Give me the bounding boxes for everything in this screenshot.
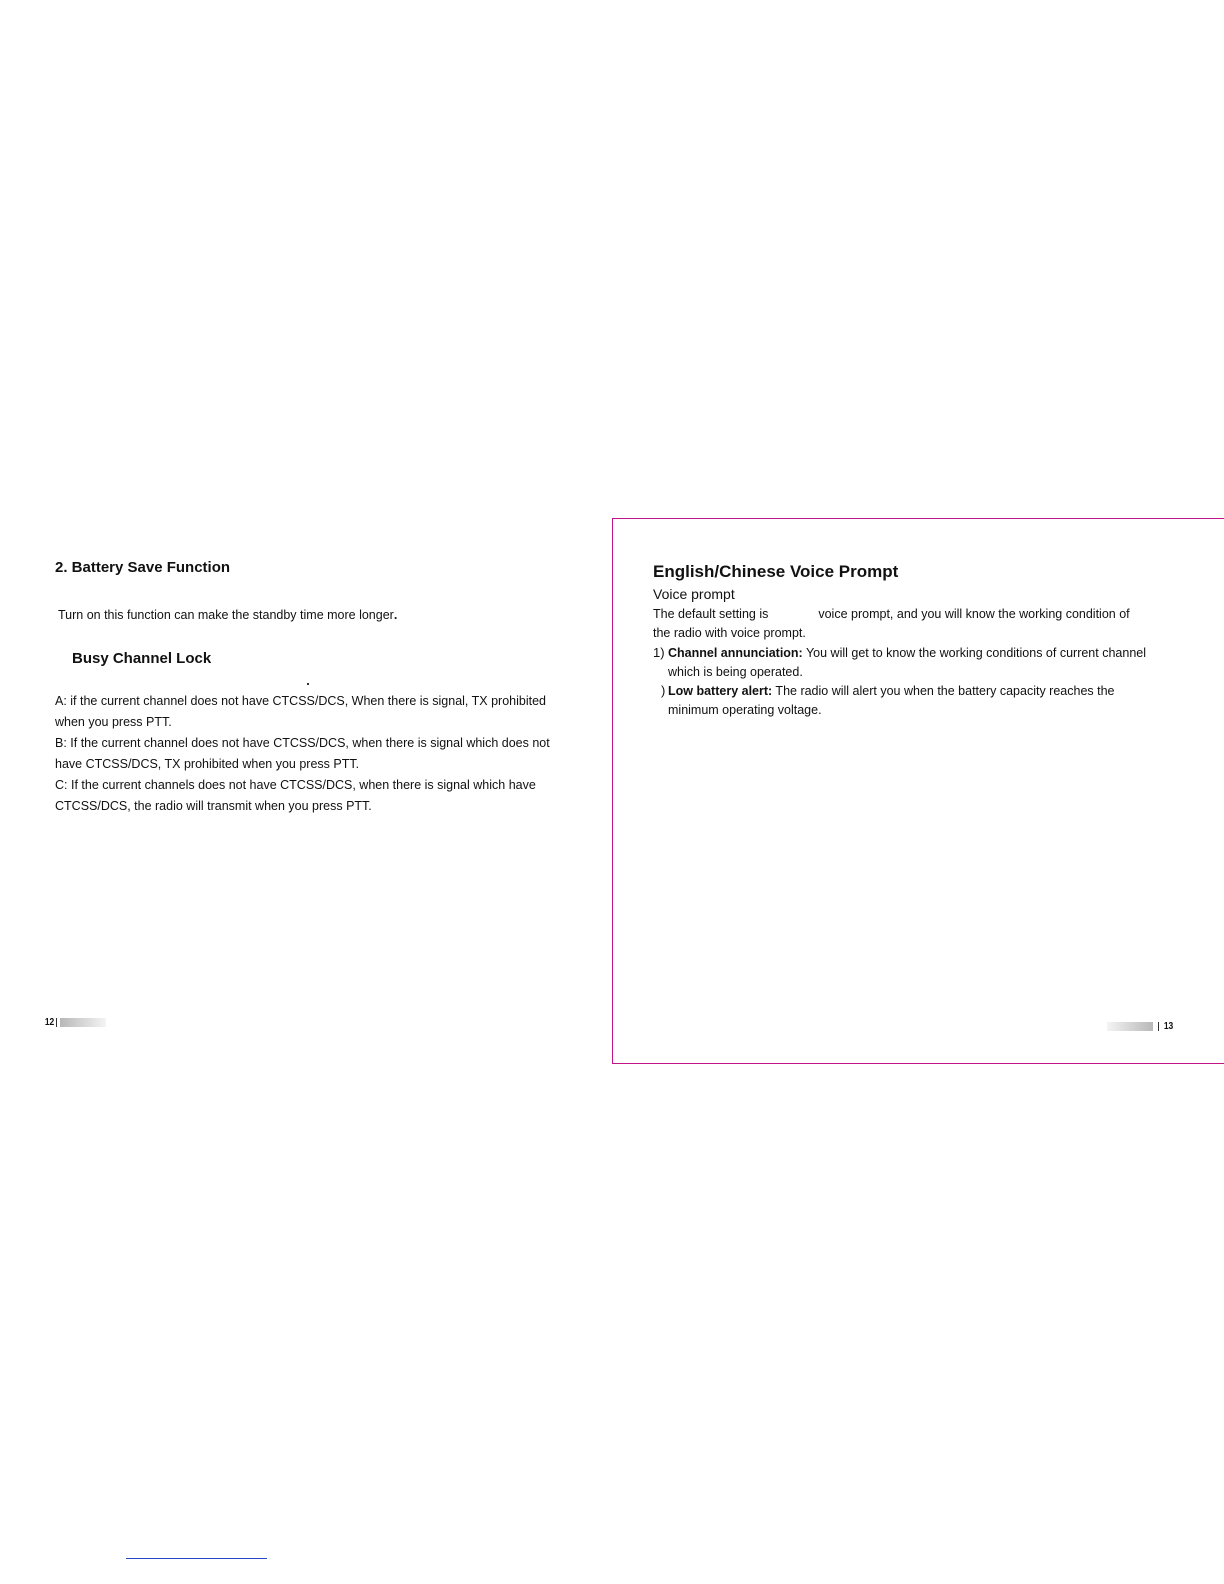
voice-desc-rest: voice prompt, and you will know the working condition of	[818, 607, 1130, 621]
page-number-left: 12	[44, 1017, 55, 1028]
busy-item-c	[55, 775, 575, 817]
item1-text: You will get to know the working conditions of current channel	[802, 646, 1146, 660]
left-page	[0, 515, 612, 1063]
busy-item-b-line2: have CTCSS/DCS, TX prohibited when you press PTT.	[55, 757, 360, 771]
right-page-frame	[612, 518, 1224, 1064]
page-number-divider-left	[56, 1018, 57, 1027]
stray-dot	[307, 683, 309, 685]
item2-continuation: minimum operating voltage.	[668, 703, 822, 717]
item1-continuation: which is being operated.	[668, 665, 803, 679]
item1-marker: 1)	[653, 645, 665, 660]
busy-channel-list	[55, 691, 575, 817]
page-tab-bar-left	[60, 1018, 106, 1027]
channel-annunciation-item	[653, 643, 1173, 682]
busy-channel-lock-heading: Busy Channel Lock	[72, 650, 212, 667]
battery-save-description	[58, 605, 397, 626]
battery-desc-period: .	[393, 608, 398, 622]
page-tab-bar-right	[1107, 1022, 1153, 1031]
battery-desc-text: Turn on this function can make the standby time more longer	[58, 608, 394, 622]
voice-desc-line2: the radio with voice prompt.	[653, 626, 806, 640]
low-battery-alert-item	[661, 681, 1173, 720]
busy-item-a-line1: A: if the current channel does not have CTCSS/DCS, When there is signal, TX prohibited	[55, 694, 546, 708]
item2-label: Low battery alert:	[668, 684, 773, 698]
item2-marker: )	[661, 683, 666, 698]
busy-item-c-line1: C: If the current channels does not have CTCSS/DCS, when there is signal which have	[55, 778, 536, 792]
page-number-divider-right	[1158, 1022, 1159, 1031]
voice-prompt-heading: English/Chinese Voice Prompt	[653, 562, 899, 581]
voice-desc-start: The default setting is	[653, 607, 769, 621]
battery-save-heading: 2. Battery Save Function	[55, 559, 231, 576]
busy-item-b-line1: B: If the current channel does not have CTCSS/DCS, when there is signal which does not	[55, 736, 550, 750]
blue-underline-link[interactable]	[126, 1558, 267, 1559]
busy-item-c-line2: CTCSS/DCS, the radio will transmit when you press PTT.	[55, 799, 372, 813]
voice-prompt-description	[653, 605, 1173, 643]
item2-text: The radio will alert you when the battery capacity reaches the	[772, 684, 1115, 698]
page-number-right: 13	[1163, 1021, 1174, 1032]
busy-item-b	[55, 733, 575, 775]
busy-item-a	[55, 691, 575, 733]
item1-label: Channel annunciation:	[668, 646, 803, 660]
busy-item-a-line2: when you press PTT.	[55, 715, 172, 729]
voice-prompt-subheading: Voice prompt	[653, 586, 735, 602]
